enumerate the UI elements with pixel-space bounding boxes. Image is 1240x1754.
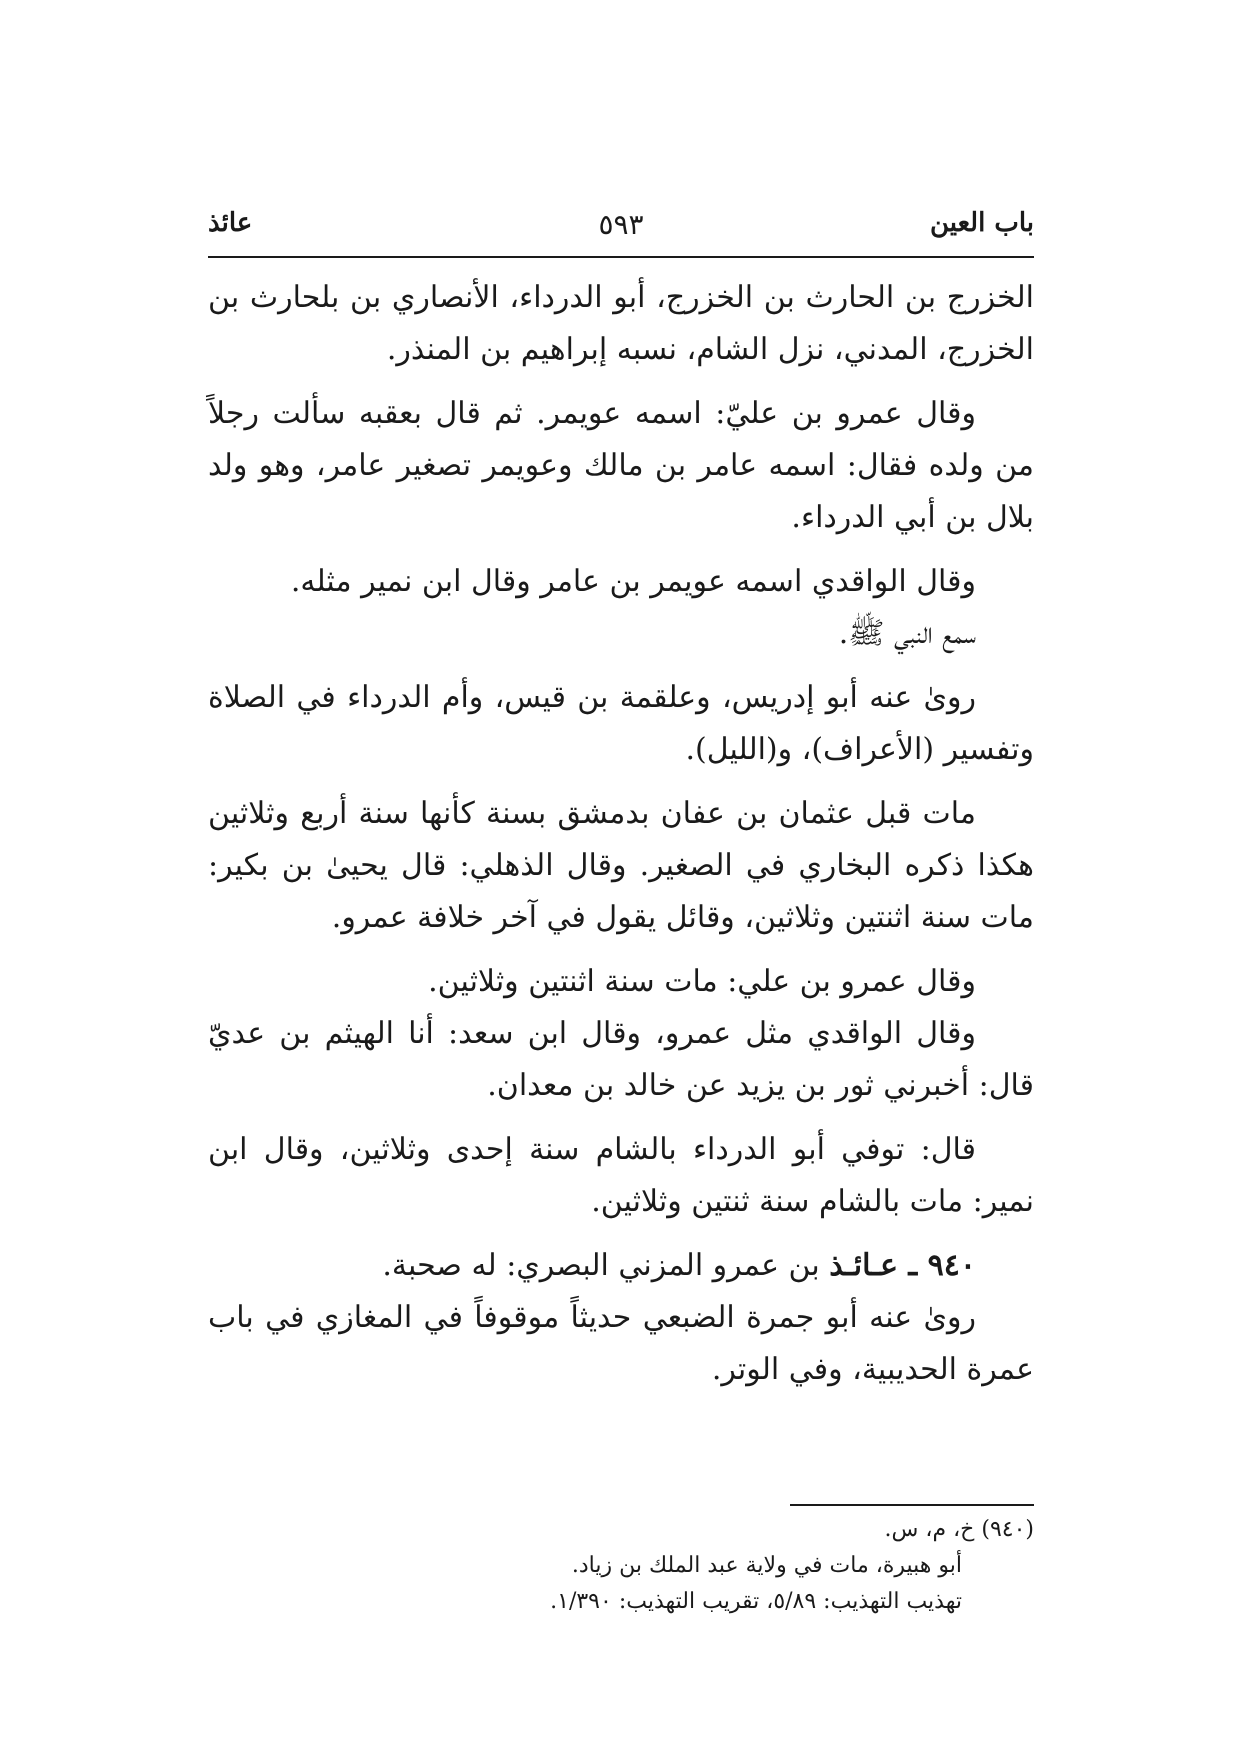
footnotes <box>208 1512 1034 1620</box>
paragraph-heard-prophet: سمع النبي ﷺ. <box>838 616 976 651</box>
entry-number: ٩٤٠ ـ عـائـذ <box>829 1248 976 1283</box>
paragraph-lineage: الخزرج بن الحارث بن الخزرج، أبو الدرداء، الأنصاري بن بلحارث بن الخزرج، المدني، نزل الشام، نسبه إبراهيم بن المنذر. <box>208 280 1034 367</box>
paragraph-narrators: روىٰ عنه أبو إدريس، وعلقمة بن قيس، وأم الدرداء في الصلاة وتفسير (الأعراف)، و(الليل). <box>208 680 1034 767</box>
paragraph-waqidi-death: وقال الواقدي مثل عمرو، وقال ابن سعد: أنا الهيثم بن عديّ قال: أخبرني ثور بن يزيد عن خالد بن معدان. <box>208 1016 1034 1103</box>
running-header <box>208 200 1034 246</box>
main-text <box>208 272 1034 1408</box>
paragraph-tuwuffi: قال: توفي أبو الدرداء بالشام سنة إحدى وثلاثين، وقال ابن نمير: مات بالشام سنة ثنتين وثلاثين. <box>208 1132 1034 1219</box>
paragraph-entry-940-narrators: روىٰ عنه أبو جمرة الضبعي حديثاً موقوفاً في المغازي في باب عمرة الحديبية، وفي الوتر. <box>208 1300 1034 1387</box>
chapter-title: باب العين <box>929 208 1034 238</box>
paragraph-amr-death: وقال عمرو بن علي: مات سنة اثنتين وثلاثين. <box>428 964 976 999</box>
entry-title: عائذ <box>208 208 253 238</box>
header-divider <box>208 256 1034 258</box>
entry-description: بن عمرو المزني البصري: له صحبة. <box>382 1248 820 1283</box>
paragraph-death: مات قبل عثمان بن عفان بدمشق بسنة كأنها سنة أربع وثلاثين هكذا ذكره البخاري في الصغير. وقال الذهلي: قال يحيىٰ بن بكير: مات سنة اثنتين وثلاثين، وقائل يقول في آخر خلافة عمرو. <box>208 796 1034 935</box>
paragraph-amr-ibn-ali: وقال عمرو بن عليّ: اسمه عويمر. ثم قال بعقبه سألت رجلاً من ولده فقال: اسمه عامر بن مالك وعويمر تصغير عامر، وهو ولد بلال بن أبي الدرداء. <box>208 396 1034 535</box>
footnote-sigla: (٩٤٠) خ، م، س. <box>884 1517 1034 1542</box>
footnote-references: تهذيب التهذيب: ٥/٨٩، تقريب التهذيب: ١/٣٩٠. <box>550 1589 962 1614</box>
footnote-divider <box>790 1504 1034 1506</box>
paragraph-entry-940 <box>208 1240 1034 1292</box>
page-number: ٥٩٣ <box>598 208 644 241</box>
footnote-kunya: أبو هبيرة، مات في ولاية عبد الملك بن زياد. <box>571 1553 962 1578</box>
paragraph-waqidi-name: وقال الواقدي اسمه عويمر بن عامر وقال ابن نمير مثله. <box>290 564 976 599</box>
